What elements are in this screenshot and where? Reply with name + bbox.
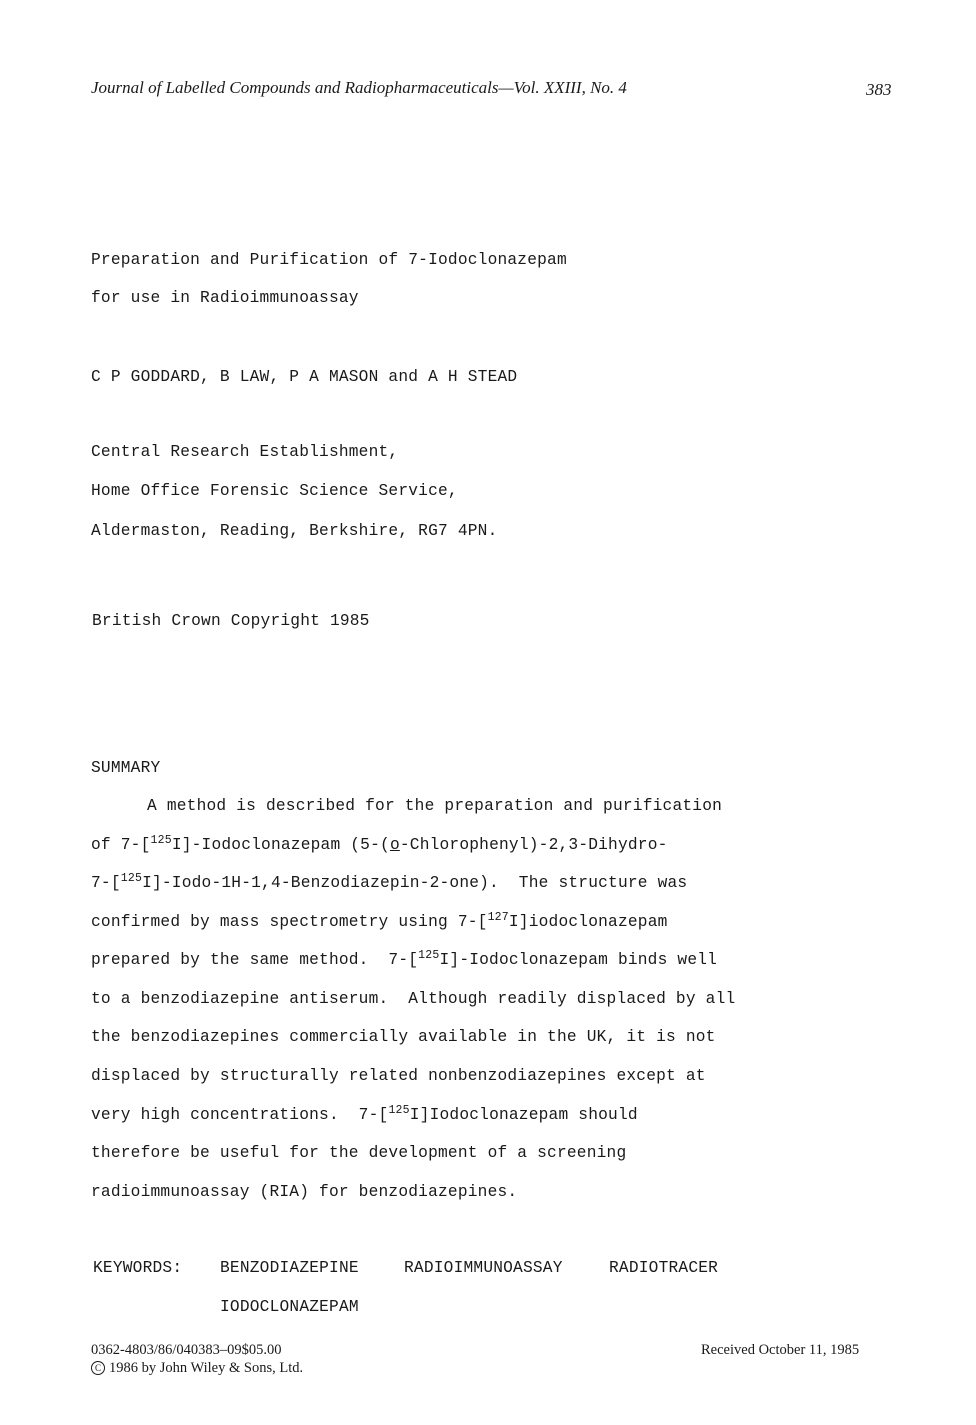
summary-text: therefore be useful for the development of a screening [91,1144,627,1162]
affiliation-line-2: Home Office Forensic Science Service, [91,482,458,500]
summary-text: I]-Iodo-1H-1,4-Benzodiazepin-2-one). The structure was [142,874,688,892]
summary-heading: SUMMARY [91,759,161,777]
running-header-journal: Journal of Labelled Compounds and Radiopharmaceuticals—Vol. XXIII, No. 4 [91,78,627,97]
summary-text: I]iodoclonazepam [508,913,668,931]
summary-text: to a benzodiazepine antiserum. Although readily displaced by all [91,990,736,1008]
summary-line [91,913,668,931]
isotope-superscript: 127 [487,911,509,924]
summary-line [91,836,668,854]
footer-received-date: Received October 11, 1985 [701,1342,860,1358]
isotope-superscript: 125 [150,834,172,847]
summary-text: confirmed by mass spectrometry using 7-[ [91,913,488,931]
footer-rights-text: 1986 by John Wiley & Sons, Ltd. [109,1360,304,1376]
article-title-line-1: Preparation and Purification of 7-Iodoclonazepam [91,251,567,269]
summary-line [147,797,722,815]
isotope-superscript: 125 [418,949,440,962]
summary-text: displaced by structurally related nonbenzodiazepines except at [91,1067,706,1085]
keyword: BENZODIAZEPINE [220,1259,359,1277]
isotope-superscript: 125 [120,872,143,885]
crown-copyright: British Crown Copyright 1985 [92,612,370,630]
summary-line [91,874,687,892]
summary-line [91,951,717,969]
keyword: IODOCLONAZEPAM [220,1298,359,1316]
summary-text: I]-Iodoclonazepam (5-( [171,836,390,854]
footer-copyright [91,1360,303,1377]
keywords-label: KEYWORDS: [93,1259,183,1277]
summary-text: of 7-[ [91,836,151,854]
author-list: C P GODDARD, B LAW, P A MASON and A H STEAD [91,368,518,386]
summary-line [91,1067,706,1085]
summary-line [91,1028,716,1046]
summary-text: 7-[ [91,874,121,892]
ortho-prefix: o [389,836,400,854]
affiliation-line-3: Aldermaston, Reading, Berkshire, RG7 4PN. [91,522,498,540]
summary-text: radioimmunoassay (RIA) for benzodiazepines. [91,1183,518,1201]
isotope-superscript: 125 [388,1104,410,1117]
summary-line [91,1144,626,1162]
footer-article-code: 0362-4803/86/040383–09$05.00 [91,1342,282,1358]
summary-line [91,1106,638,1124]
copyright-icon: C [91,1361,105,1375]
keyword: RADIOIMMUNOASSAY [404,1259,563,1277]
summary-text: I]Iodoclonazepam should [409,1106,638,1124]
article-title-line-2: for use in Radioimmunoassay [91,289,359,307]
page-number: 383 [866,80,892,99]
summary-line [91,1183,517,1201]
summary-line [91,990,735,1008]
summary-text: A method is described for the preparation and purification [147,797,723,815]
summary-text: -Chlorophenyl)-2,3-Dihydro- [399,836,668,854]
summary-text: prepared by the same method. 7-[ [91,951,419,969]
summary-text: I]-Iodoclonazepam binds well [439,951,718,969]
summary-text: very high concentrations. 7-[ [91,1106,389,1124]
summary-text: the benzodiazepines commercially available in the UK, it is not [91,1028,716,1046]
affiliation-line-1: Central Research Establishment, [91,443,399,461]
keyword: RADIOTRACER [609,1259,719,1277]
